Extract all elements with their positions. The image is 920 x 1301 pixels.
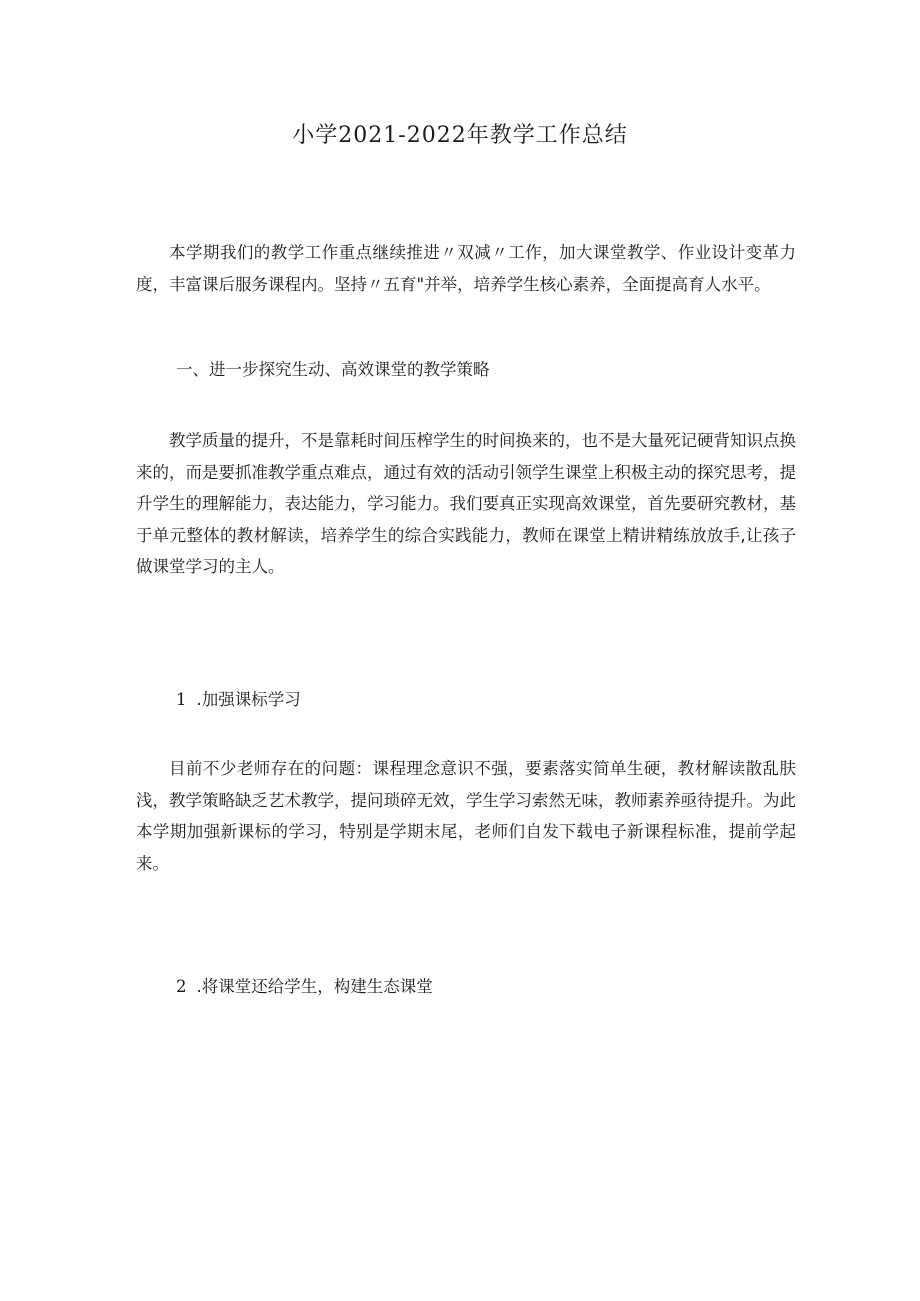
- intro-paragraph: 本学期我们的教学工作重点继续推进〃双减〃工作，加大课堂教学、作业设计变革力度，丰富课后服务课程内。坚持〃五育"并举，培养学生核心素养，全面提高育人水平。: [136, 243, 796, 294]
- item-2-heading: [136, 971, 836, 1003]
- item-2-number: 2: [176, 977, 187, 996]
- section-1-heading: 一、进一步探究生动、高效课堂的教学策略: [176, 360, 490, 379]
- item-2-heading-text: .将课堂还给学生，构建生态课堂: [196, 977, 433, 996]
- item-1-number: 1: [176, 690, 187, 709]
- item-1-heading-text: .加强课标学习: [196, 690, 301, 709]
- item-1-paragraph: 目前不少老师存在的问题：课程理念意识不强，要素落实简单生硬，教材解读散乱肤浅，教学策略缺乏艺术教学，提问琐碎无效，学生学习索然无味，教师素养亟待提升。为此本学期加强新课标的学习，特别是学期末尾，老师们自发下载电子新课程标准，提前学起来。: [136, 759, 796, 873]
- document-title: 小学2021-2022年教学工作总结: [292, 123, 628, 148]
- item-1-heading: [136, 684, 836, 716]
- section-1-paragraph: 教学质量的提升，不是靠耗时间压榨学生的时间换来的，也不是大量死记硬背知识点换来的，而是要抓准教学重点难点，通过有效的活动引领学生课堂上积极主动的探究思考，提升学生的理解能力，表达能力，学习能力。我们要真正实现高效课堂，首先要研究教材，基于单元整体的教材解读，培养学生的综合实践能力，教师在课堂上精讲精练放放手,让孩子做课堂学习的主人。: [136, 431, 796, 576]
